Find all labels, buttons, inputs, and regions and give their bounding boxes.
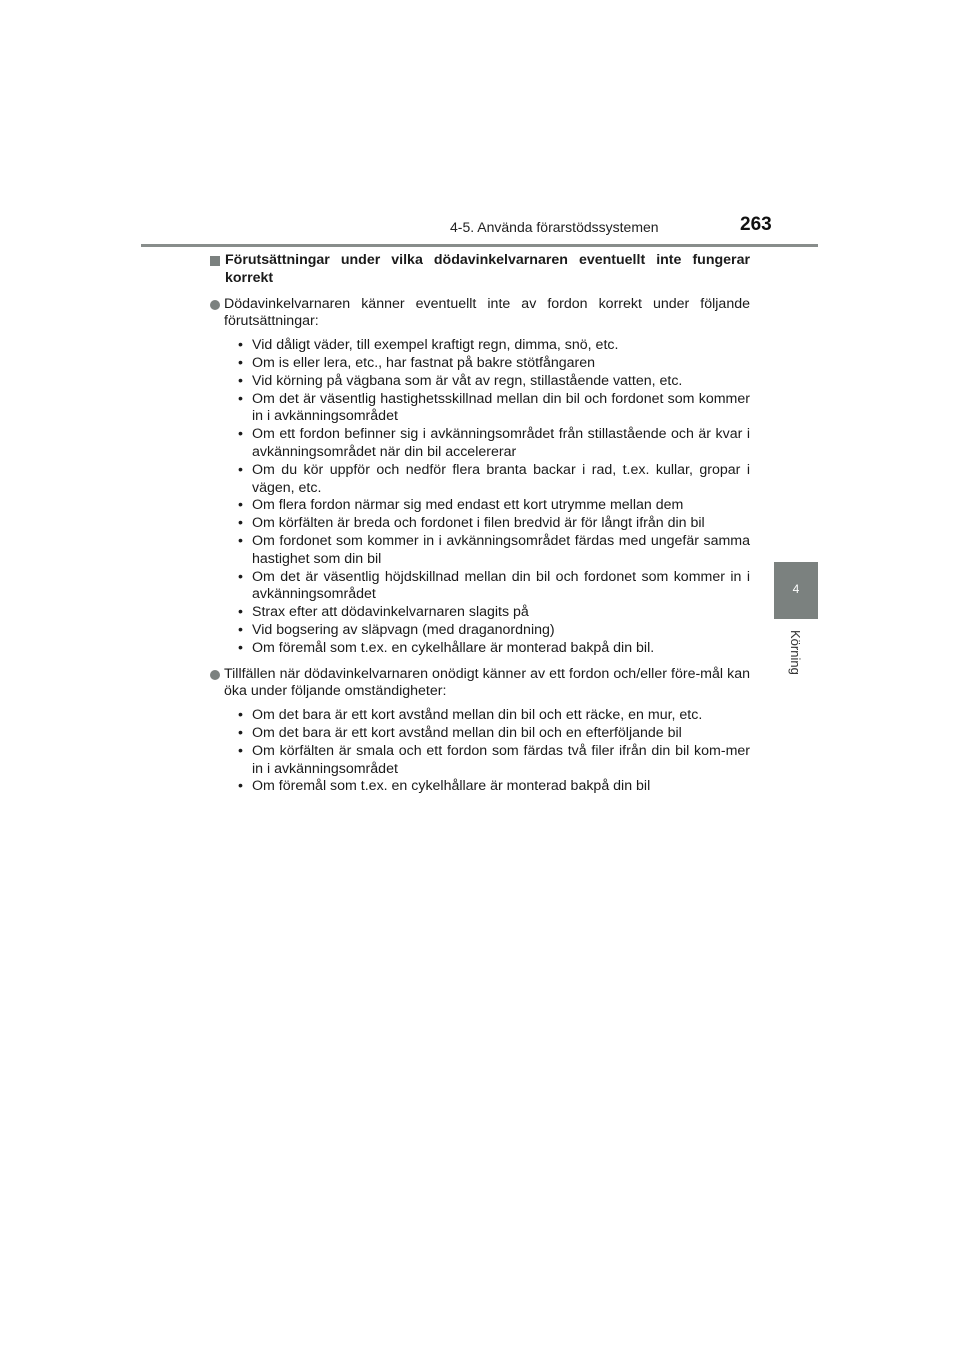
main-content xyxy=(210,252,750,796)
circle-bullet-icon xyxy=(210,670,220,680)
sub-list-item-text: Om flera fordon närmar sig med endast ett kort utrymme mellan dem xyxy=(252,497,684,514)
sub-list-item-text: Om det är väsentlig hastighetsskillnad mellan din bil och fordonet som kommer in i avkänningsområdet xyxy=(252,390,750,425)
bullet-symbol: • xyxy=(238,639,243,656)
circle-bullet-icon xyxy=(210,300,220,310)
sub-list-item xyxy=(234,743,750,779)
sub-list-item xyxy=(234,778,750,796)
sub-list-item-text: Om det bara är ett kort avstånd mellan din bil och ett räcke, en mur, etc. xyxy=(252,707,703,724)
bullet-symbol: • xyxy=(238,354,243,371)
bullet-symbol: • xyxy=(238,390,243,407)
sub-list-item xyxy=(234,622,750,640)
sub-list-item xyxy=(234,426,750,462)
sub-list-item-text: Strax efter att dödavinkelvarnaren slagits på xyxy=(252,604,529,621)
header-divider xyxy=(141,244,818,247)
sub-list-item-text: Om körfälten är breda och fordonet i filen bredvid är för långt ifrån din bil xyxy=(252,515,705,532)
chapter-label: Körning xyxy=(788,630,803,675)
list-item-text: Dödavinkelvarnaren känner eventuellt inte av fordon korrekt under följande förutsättningar: xyxy=(224,295,750,330)
sub-list xyxy=(210,707,750,796)
bullet-symbol: • xyxy=(238,568,243,585)
sub-list-item xyxy=(234,337,750,355)
bullet-symbol: • xyxy=(238,742,243,759)
sub-list-item xyxy=(234,604,750,622)
sub-list-item-text: Om föremål som t.ex. en cykelhållare är monterad bakpå din bil. xyxy=(252,639,655,656)
sub-list-item-text: Vid bogsering av släpvagn (med draganordning) xyxy=(252,621,555,638)
sub-list-item-text: Om is eller lera, etc., har fastnat på bakre stötfångaren xyxy=(252,354,596,371)
bullet-symbol: • xyxy=(238,337,243,354)
sub-list xyxy=(210,337,750,657)
sub-list-item xyxy=(234,355,750,373)
list-item xyxy=(210,296,750,332)
bullet-symbol: • xyxy=(238,426,243,443)
section-heading-text: Förutsättningar under vilka dödavinkelvarnaren eventuellt inte fungerar korrekt xyxy=(225,252,750,286)
list-item xyxy=(210,666,750,702)
sub-list-item xyxy=(234,497,750,515)
chapter-number: 4 xyxy=(792,582,800,596)
list-item-text: Tillfällen när dödavinkelvarnaren onödigt känner av ett fordon och/eller före-mål kan öka under följande omständigheter: xyxy=(224,665,750,700)
sub-list-item xyxy=(234,725,750,743)
bullet-symbol: • xyxy=(238,372,243,389)
sub-list-item xyxy=(234,373,750,391)
bullet-symbol: • xyxy=(238,497,243,514)
sub-list-item-text: Om det bara är ett kort avstånd mellan din bil och en efterföljande bil xyxy=(252,724,682,741)
sub-list-item xyxy=(234,515,750,533)
sub-list-item xyxy=(234,640,750,658)
sub-list-item xyxy=(234,707,750,725)
sub-list-item-text: Om ett fordon befinner sig i avkänningsområdet från stillastående och är kvar i avkänningsområdet när din bil accelererar xyxy=(252,426,750,460)
section-title: 4-5. Använda förarstödssystemen xyxy=(450,219,659,235)
sub-list-item-text: Om du kör uppför och nedför flera branta backar i rad, t.ex. kullar, gropar i vägen, etc. xyxy=(252,461,750,496)
sub-list-item-text: Vid dåligt väder, till exempel kraftigt regn, dimma, snö, etc. xyxy=(252,337,619,354)
sub-list-item xyxy=(234,569,750,605)
sub-list-item xyxy=(234,462,750,498)
bullet-symbol: • xyxy=(238,604,243,621)
bullet-symbol: • xyxy=(238,707,243,724)
page-number: 263 xyxy=(740,214,772,235)
bullet-symbol: • xyxy=(238,621,243,638)
bullet-symbol: • xyxy=(238,778,243,795)
sub-list-item xyxy=(234,533,750,569)
square-bullet-icon xyxy=(210,256,220,266)
sub-list-item-text: Om körfälten är smala och ett fordon som färdas två filer ifrån din bil kom-mer in i avkänningsområdet xyxy=(252,742,750,777)
bullet-symbol: • xyxy=(238,724,243,741)
sub-list-item-text: Om föremål som t.ex. en cykelhållare är monterad bakpå din bil xyxy=(252,778,651,795)
sub-list-item-text: Om det är väsentlig höjdskillnad mellan din bil och fordonet som kommer in i avkänningsområdet xyxy=(252,568,750,603)
sub-list-item-text: Om fordonet som kommer in i avkänningsområdet färdas med ungefär samma hastighet som din bil xyxy=(252,532,750,567)
bullet-symbol: • xyxy=(238,515,243,532)
bullet-symbol: • xyxy=(238,532,243,549)
sub-list-item-text: Vid körning på vägbana som är våt av regn, stillastående vatten, etc. xyxy=(252,372,683,389)
section-heading xyxy=(210,252,750,288)
chapter-tab xyxy=(774,562,818,619)
sub-list-item xyxy=(234,391,750,427)
bullet-symbol: • xyxy=(238,461,243,478)
